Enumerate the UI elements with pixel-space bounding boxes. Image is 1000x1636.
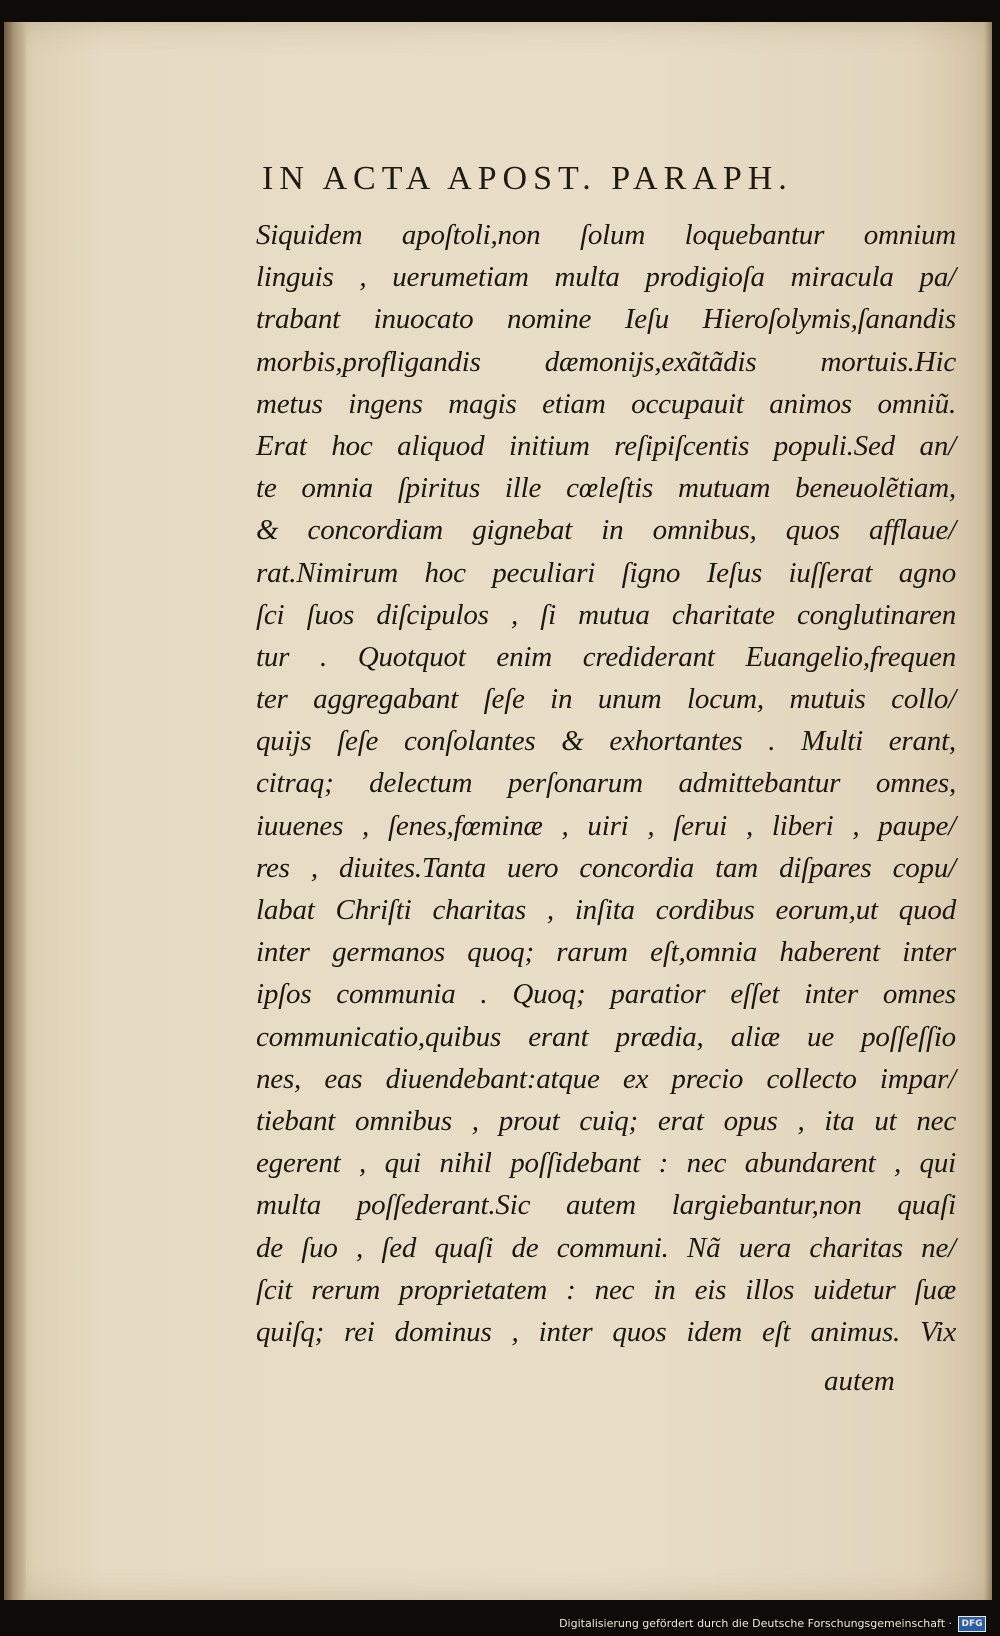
text-line: communicatio,quibus erant prædia, aliæ ue poſſeſſio (256, 1020, 956, 1053)
text-line: inter germanos quoq; rarum eſt,omnia haberent inter (256, 936, 956, 969)
text-line: iuuenes , ſenes,fœminæ , uiri , ſerui , liberi , paupe/ (256, 809, 956, 842)
text-line: egerent , qui nihil poſſidebant : nec abundarent , qui (256, 1147, 956, 1180)
text-line: tiebant omnibus , prout cuiq; erat opus , ita ut nec (256, 1104, 956, 1137)
running-head: IN ACTA APOST. PARAPH. (262, 160, 793, 197)
text-line: metus ingens magis etiam occupauit animos omniũ. (256, 387, 956, 420)
page-edge (984, 22, 992, 1600)
text-line: & concordiam gignebat in omnibus, quos afflaue/ (256, 514, 956, 547)
text-line: tur . Quotquot enim crediderant Euangelio,frequen (256, 640, 956, 673)
text-line: Erat hoc aliquod initium reſipiſcentis populi.Sed an/ (256, 429, 956, 462)
text-line: trabant inuocato nomine Ieſu Hieroſolymis,ſanandis (256, 303, 956, 336)
text-line: labat Chriſti charitas , inſita cordibus eorum,ut quod (256, 894, 956, 926)
catchword: autem (824, 1365, 895, 1397)
text-line: quijs ſeſe conſolantes & exhortantes . Multi erant, (256, 725, 956, 758)
text-line: quiſq; rei dominus , inter quos idem eſt animus. Vix (256, 1315, 956, 1348)
digitization-credit: Digitalisierung gefördert durch die Deutsche Forschungsgemeinschaft · (559, 1617, 952, 1630)
text-line: citraq; delectum perſonarum admittebantur omnes, (256, 767, 956, 800)
text-line: multa poſſederant.Sic autem largiebantur,non quaſi (256, 1189, 956, 1222)
text-line: linguis , uerumetiam multa prodigioſa miracula pa/ (256, 261, 956, 294)
text-line: de ſuo , ſed quaſi de communi. Nã uera charitas ne/ (256, 1231, 956, 1264)
text-line: Siquidem apoſtoli,non ſolum loquebantur omnium (256, 219, 956, 251)
body-text (256, 214, 956, 1353)
page-gutter (4, 22, 26, 1600)
dfg-logo: DFG (958, 1616, 986, 1632)
text-line: morbis,profligandis dæmonijs,exãtãdis mortuis.Hic (256, 345, 956, 378)
text-line: te omnia ſpiritus ille cœleſtis mutuam beneuolẽtiam, (256, 472, 956, 505)
book-page (4, 22, 992, 1600)
text-line: nes, eas diuendebant:atque ex precio collecto impar/ (256, 1062, 956, 1095)
text-line: ter aggregabant ſeſe in unum locum, mutuis collo/ (256, 683, 956, 716)
text-line: ſcit rerum proprietatem : nec in eis illos uidetur ſuæ (256, 1273, 956, 1306)
text-line: ſci ſuos diſcipulos , ſi mutua charitate conglutinaren (256, 598, 956, 631)
text-line: res , diuites.Tanta uero concordia tam diſpares copu/ (256, 851, 956, 884)
text-line: rat.Nimirum hoc peculiari ſigno Ieſus iuſſerat agno (256, 556, 956, 589)
text-line: ipſos communia . Quoq; paratior eſſet inter omnes (256, 978, 956, 1011)
